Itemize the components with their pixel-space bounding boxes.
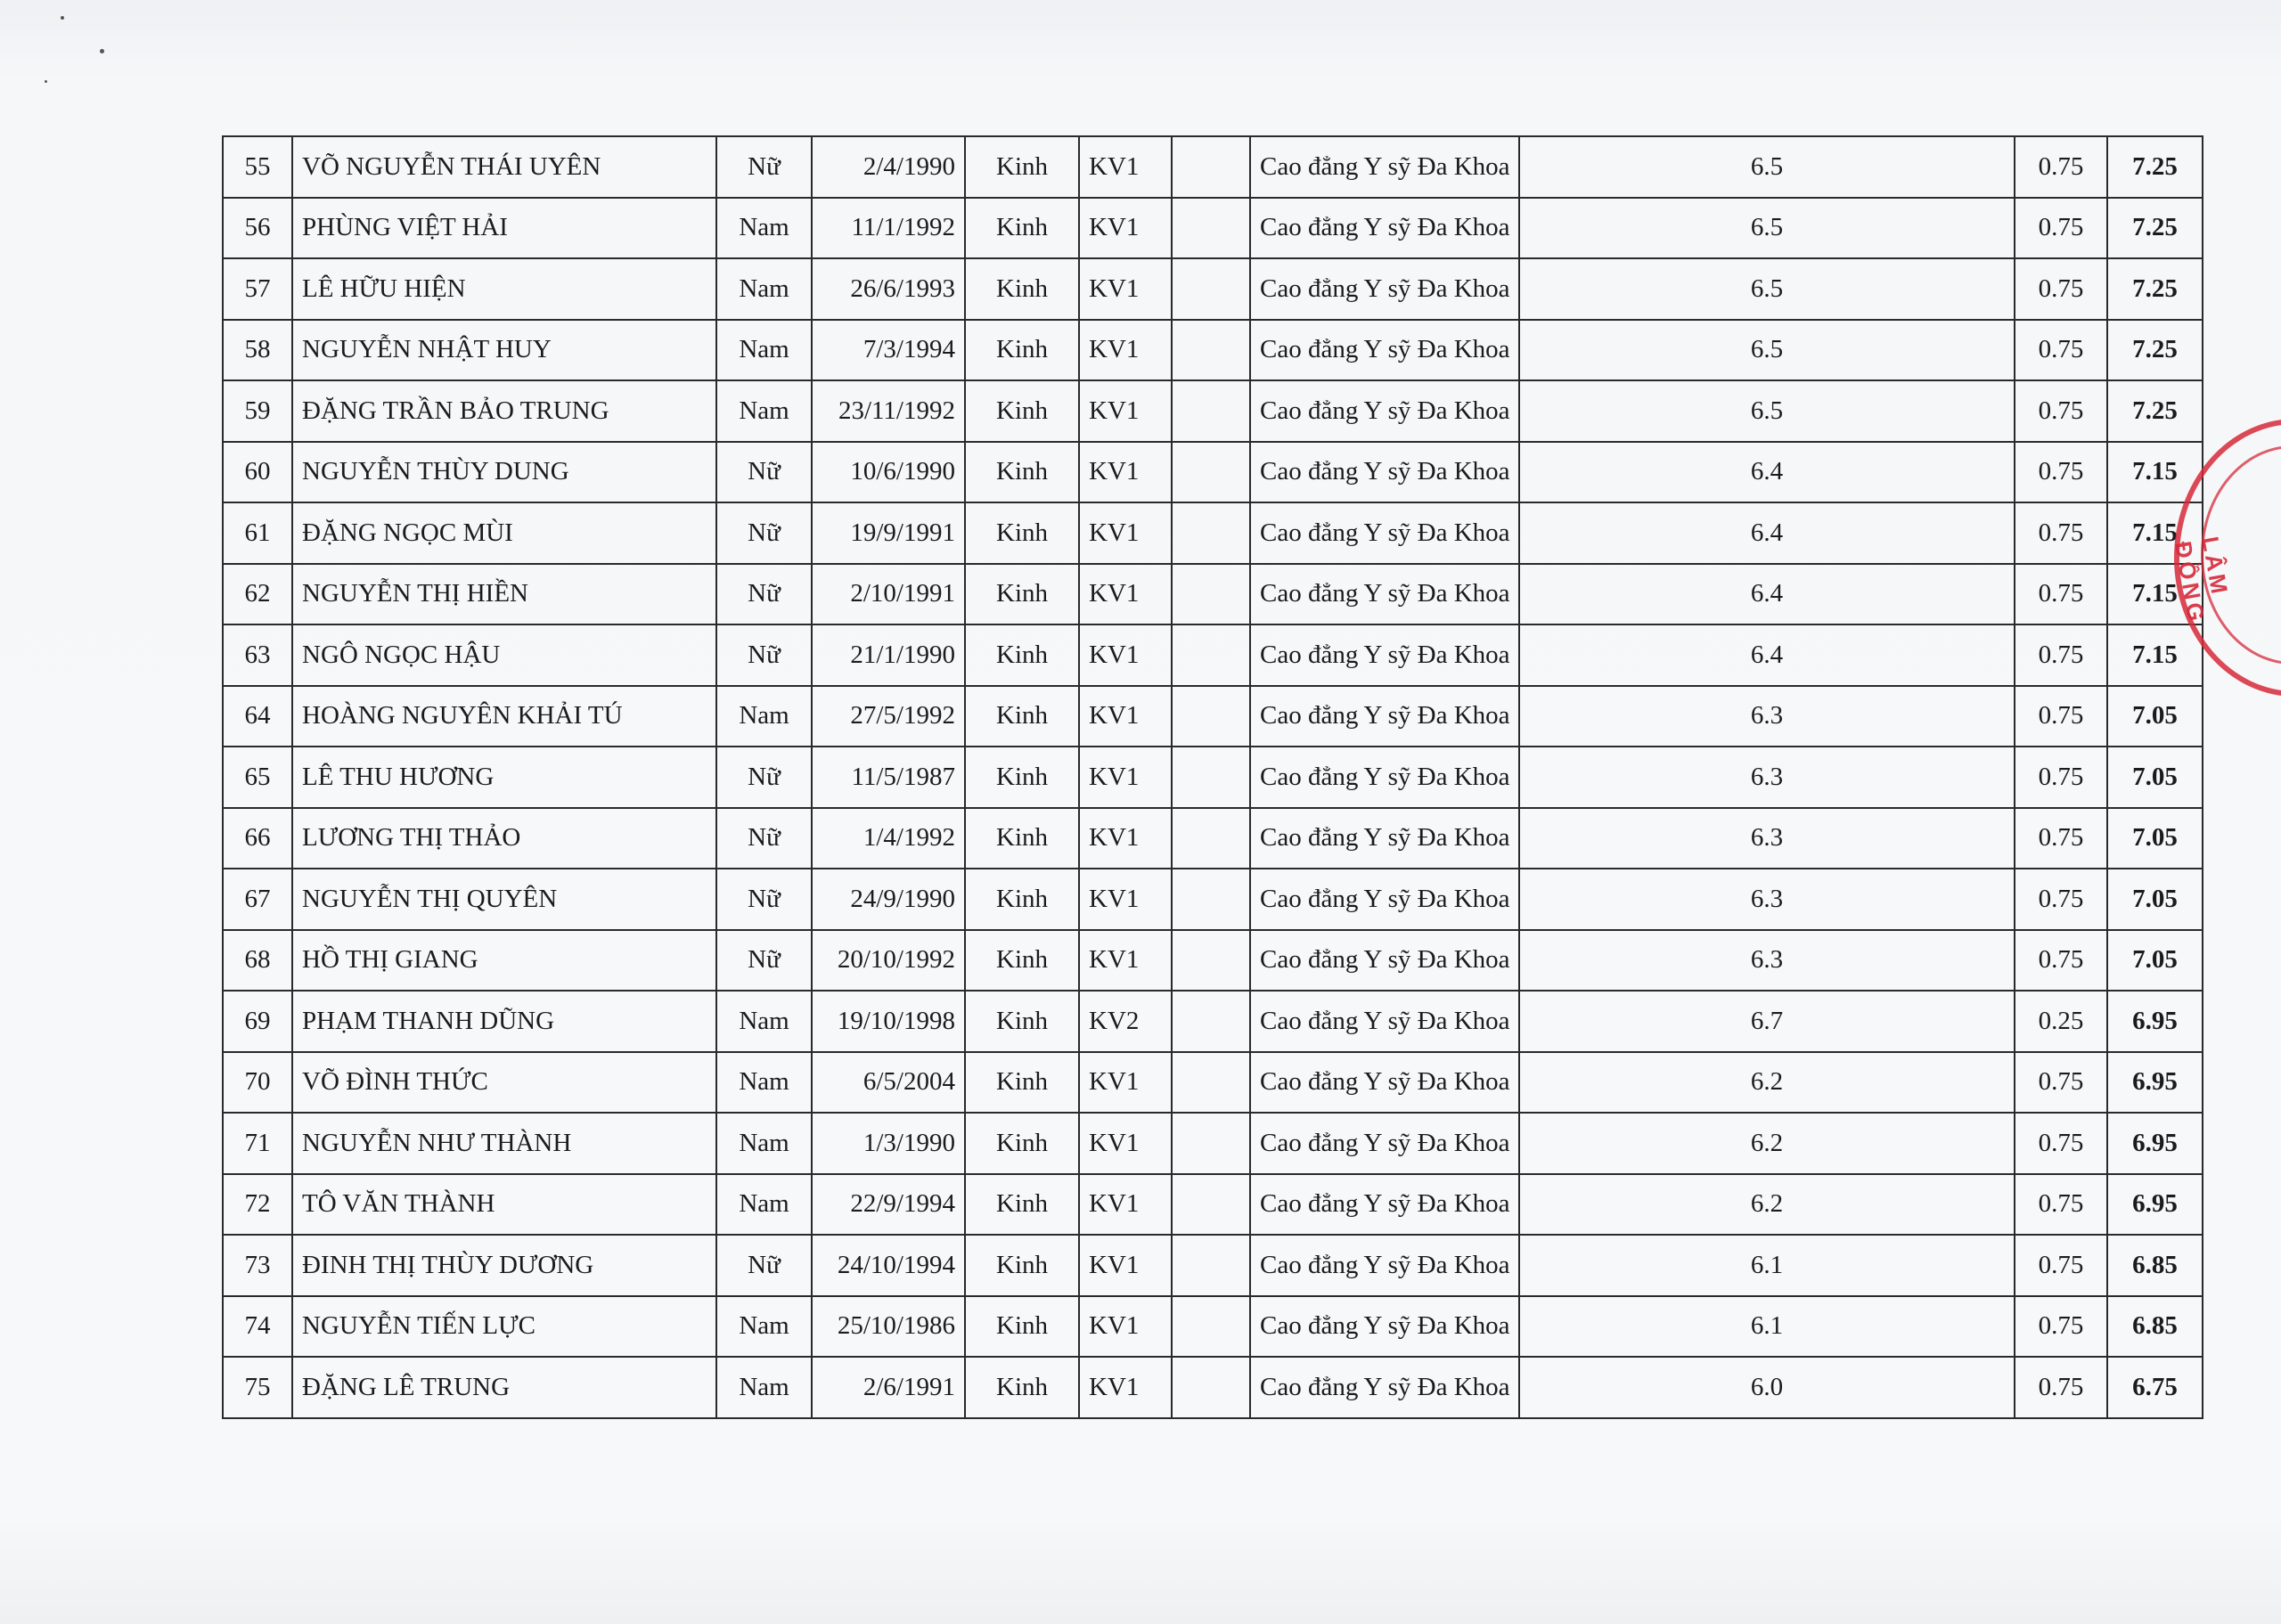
- candidate-name-cell: HỒ THỊ GIANG: [292, 930, 716, 992]
- row-number-cell: 64: [223, 686, 292, 747]
- total-score-cell: 6.95: [2107, 1113, 2203, 1174]
- scan-speck: [45, 80, 47, 83]
- program-name-cell: Cao đẳng Y sỹ Đa Khoa: [1250, 380, 1519, 442]
- row-number-cell: 55: [223, 136, 292, 198]
- priority-area-cell: KV1: [1079, 442, 1172, 503]
- date-of-birth-cell: 24/10/1994: [812, 1235, 965, 1296]
- ethnicity-cell: Kinh: [965, 564, 1079, 625]
- empty-cell-cell: [1172, 991, 1250, 1052]
- ethnicity-cell: Kinh: [965, 258, 1079, 320]
- program-name-cell: Cao đẳng Y sỹ Đa Khoa: [1250, 136, 1519, 198]
- ethnicity-cell: Kinh: [965, 1357, 1079, 1418]
- candidate-name-cell: NGUYỄN TIẾN LỰC: [292, 1296, 716, 1358]
- ethnicity-cell: Kinh: [965, 686, 1079, 747]
- row-number-cell: 69: [223, 991, 292, 1052]
- table-row: [223, 564, 2203, 625]
- empty-cell-cell: [1172, 502, 1250, 564]
- gender-cell: Nam: [716, 1052, 812, 1114]
- table-row: [223, 502, 2203, 564]
- program-name-cell: Cao đẳng Y sỹ Đa Khoa: [1250, 1052, 1519, 1114]
- total-score-cell: 7.25: [2107, 198, 2203, 259]
- candidate-name-cell: PHÙNG VIỆT HẢI: [292, 198, 716, 259]
- gender-cell: Nam: [716, 320, 812, 381]
- bonus-points-cell: 0.75: [2015, 1113, 2107, 1174]
- score-cell: 6.3: [1519, 930, 2015, 992]
- total-score-cell: 6.75: [2107, 1357, 2203, 1418]
- priority-area-cell: KV1: [1079, 564, 1172, 625]
- priority-area-cell: KV1: [1079, 1052, 1172, 1114]
- date-of-birth-cell: 2/6/1991: [812, 1357, 965, 1418]
- candidate-name-cell: HOÀNG NGUYÊN KHẢI TÚ: [292, 686, 716, 747]
- gender-cell: Nữ: [716, 442, 812, 503]
- priority-area-cell: KV1: [1079, 502, 1172, 564]
- row-number-cell: 73: [223, 1235, 292, 1296]
- bonus-points-cell: 0.75: [2015, 380, 2107, 442]
- priority-area-cell: KV2: [1079, 991, 1172, 1052]
- candidate-name-cell: PHẠM THANH DŨNG: [292, 991, 716, 1052]
- total-score-cell: 7.05: [2107, 747, 2203, 808]
- gender-cell: Nữ: [716, 502, 812, 564]
- bonus-points-cell: 0.75: [2015, 442, 2107, 503]
- candidate-name-cell: VÕ ĐÌNH THỨC: [292, 1052, 716, 1114]
- program-name-cell: Cao đẳng Y sỹ Đa Khoa: [1250, 1296, 1519, 1358]
- total-score-cell: 7.15: [2107, 564, 2203, 625]
- date-of-birth-cell: 19/9/1991: [812, 502, 965, 564]
- gender-cell: Nam: [716, 1357, 812, 1418]
- table-row: [223, 320, 2203, 381]
- empty-cell-cell: [1172, 624, 1250, 686]
- row-number-cell: 72: [223, 1174, 292, 1236]
- program-name-cell: Cao đẳng Y sỹ Đa Khoa: [1250, 258, 1519, 320]
- score-cell: 6.5: [1519, 258, 2015, 320]
- row-number-cell: 61: [223, 502, 292, 564]
- ethnicity-cell: Kinh: [965, 380, 1079, 442]
- candidate-name-cell: NGUYỄN THỊ HIỀN: [292, 564, 716, 625]
- gender-cell: Nữ: [716, 564, 812, 625]
- score-cell: 6.4: [1519, 502, 2015, 564]
- gender-cell: Nam: [716, 1113, 812, 1174]
- table-row: [223, 747, 2203, 808]
- score-cell: 6.2: [1519, 1052, 2015, 1114]
- bonus-points-cell: 0.75: [2015, 258, 2107, 320]
- empty-cell-cell: [1172, 686, 1250, 747]
- row-number-cell: 59: [223, 380, 292, 442]
- priority-area-cell: KV1: [1079, 320, 1172, 381]
- ethnicity-cell: Kinh: [965, 991, 1079, 1052]
- score-cell: 6.4: [1519, 564, 2015, 625]
- ethnicity-cell: Kinh: [965, 1052, 1079, 1114]
- program-name-cell: Cao đẳng Y sỹ Đa Khoa: [1250, 686, 1519, 747]
- total-score-cell: 7.05: [2107, 930, 2203, 992]
- table-row: [223, 136, 2203, 198]
- priority-area-cell: KV1: [1079, 1113, 1172, 1174]
- table-row: [223, 1174, 2203, 1236]
- program-name-cell: Cao đẳng Y sỹ Đa Khoa: [1250, 198, 1519, 259]
- total-score-cell: 7.05: [2107, 869, 2203, 930]
- empty-cell-cell: [1172, 1113, 1250, 1174]
- empty-cell-cell: [1172, 198, 1250, 259]
- row-number-cell: 65: [223, 747, 292, 808]
- bonus-points-cell: 0.75: [2015, 320, 2107, 381]
- gender-cell: Nữ: [716, 747, 812, 808]
- empty-cell-cell: [1172, 442, 1250, 503]
- table-row: [223, 1357, 2203, 1418]
- seal-lettering: LÂM ĐỒNG: [2169, 535, 2234, 627]
- date-of-birth-cell: 2/4/1990: [812, 136, 965, 198]
- gender-cell: Nữ: [716, 930, 812, 992]
- ethnicity-cell: Kinh: [965, 1235, 1079, 1296]
- priority-area-cell: KV1: [1079, 930, 1172, 992]
- bonus-points-cell: 0.75: [2015, 808, 2107, 869]
- total-score-cell: 6.85: [2107, 1235, 2203, 1296]
- score-cell: 6.7: [1519, 991, 2015, 1052]
- table-row: [223, 624, 2203, 686]
- row-number-cell: 66: [223, 808, 292, 869]
- gender-cell: Nữ: [716, 1235, 812, 1296]
- gender-cell: Nam: [716, 1296, 812, 1358]
- priority-area-cell: KV1: [1079, 624, 1172, 686]
- empty-cell-cell: [1172, 380, 1250, 442]
- bonus-points-cell: 0.75: [2015, 869, 2107, 930]
- score-cell: 6.1: [1519, 1235, 2015, 1296]
- priority-area-cell: KV1: [1079, 380, 1172, 442]
- bonus-points-cell: 0.25: [2015, 991, 2107, 1052]
- program-name-cell: Cao đẳng Y sỹ Đa Khoa: [1250, 564, 1519, 625]
- date-of-birth-cell: 7/3/1994: [812, 320, 965, 381]
- ethnicity-cell: Kinh: [965, 930, 1079, 992]
- gender-cell: Nữ: [716, 624, 812, 686]
- date-of-birth-cell: 1/3/1990: [812, 1113, 965, 1174]
- table-row: [223, 1113, 2203, 1174]
- priority-area-cell: KV1: [1079, 136, 1172, 198]
- date-of-birth-cell: 11/5/1987: [812, 747, 965, 808]
- bonus-points-cell: 0.75: [2015, 1052, 2107, 1114]
- table-row: [223, 380, 2203, 442]
- priority-area-cell: KV1: [1079, 686, 1172, 747]
- gender-cell: Nữ: [716, 869, 812, 930]
- score-cell: 6.2: [1519, 1174, 2015, 1236]
- empty-cell-cell: [1172, 1357, 1250, 1418]
- scan-speck: [100, 49, 104, 53]
- date-of-birth-cell: 10/6/1990: [812, 442, 965, 503]
- bonus-points-cell: 0.75: [2015, 686, 2107, 747]
- total-score-cell: 7.25: [2107, 136, 2203, 198]
- score-cell: 6.2: [1519, 1113, 2015, 1174]
- empty-cell-cell: [1172, 564, 1250, 625]
- bonus-points-cell: 0.75: [2015, 624, 2107, 686]
- priority-area-cell: KV1: [1079, 198, 1172, 259]
- priority-area-cell: KV1: [1079, 808, 1172, 869]
- bonus-points-cell: 0.75: [2015, 747, 2107, 808]
- table-body: [223, 136, 2203, 1418]
- gender-cell: Nam: [716, 258, 812, 320]
- table-row: [223, 808, 2203, 869]
- gender-cell: Nam: [716, 1174, 812, 1236]
- score-cell: 6.4: [1519, 442, 2015, 503]
- ethnicity-cell: Kinh: [965, 1296, 1079, 1358]
- gender-cell: Nữ: [716, 808, 812, 869]
- total-score-cell: 6.85: [2107, 1296, 2203, 1358]
- ethnicity-cell: Kinh: [965, 624, 1079, 686]
- score-cell: 6.3: [1519, 808, 2015, 869]
- priority-area-cell: KV1: [1079, 1174, 1172, 1236]
- table-row: [223, 1052, 2203, 1114]
- program-name-cell: Cao đẳng Y sỹ Đa Khoa: [1250, 930, 1519, 992]
- priority-area-cell: KV1: [1079, 1296, 1172, 1358]
- row-number-cell: 57: [223, 258, 292, 320]
- empty-cell-cell: [1172, 1296, 1250, 1358]
- total-score-cell: 7.15: [2107, 442, 2203, 503]
- ethnicity-cell: Kinh: [965, 1113, 1079, 1174]
- table-row: [223, 686, 2203, 747]
- empty-cell-cell: [1172, 869, 1250, 930]
- date-of-birth-cell: 27/5/1992: [812, 686, 965, 747]
- total-score-cell: 6.95: [2107, 1174, 2203, 1236]
- empty-cell-cell: [1172, 320, 1250, 381]
- bonus-points-cell: 0.75: [2015, 136, 2107, 198]
- date-of-birth-cell: 20/10/1992: [812, 930, 965, 992]
- candidate-name-cell: NGUYỄN THÙY DUNG: [292, 442, 716, 503]
- table-row: [223, 198, 2203, 259]
- total-score-cell: 7.25: [2107, 380, 2203, 442]
- candidate-name-cell: NGUYỄN NHẬT HUY: [292, 320, 716, 381]
- date-of-birth-cell: 25/10/1986: [812, 1296, 965, 1358]
- program-name-cell: Cao đẳng Y sỹ Đa Khoa: [1250, 320, 1519, 381]
- ethnicity-cell: Kinh: [965, 442, 1079, 503]
- priority-area-cell: KV1: [1079, 869, 1172, 930]
- row-number-cell: 56: [223, 198, 292, 259]
- program-name-cell: Cao đẳng Y sỹ Đa Khoa: [1250, 624, 1519, 686]
- program-name-cell: Cao đẳng Y sỹ Đa Khoa: [1250, 1174, 1519, 1236]
- bonus-points-cell: 0.75: [2015, 502, 2107, 564]
- candidate-name-cell: NGUYỄN NHƯ THÀNH: [292, 1113, 716, 1174]
- bonus-points-cell: 0.75: [2015, 1357, 2107, 1418]
- candidate-name-cell: ĐINH THỊ THÙY DƯƠNG: [292, 1235, 716, 1296]
- ethnicity-cell: Kinh: [965, 136, 1079, 198]
- table-row: [223, 930, 2203, 992]
- candidate-name-cell: ĐẶNG LÊ TRUNG: [292, 1357, 716, 1418]
- gender-cell: Nam: [716, 991, 812, 1052]
- ethnicity-cell: Kinh: [965, 320, 1079, 381]
- candidate-name-cell: ĐẶNG TRẦN BẢO TRUNG: [292, 380, 716, 442]
- row-number-cell: 75: [223, 1357, 292, 1418]
- score-cell: 6.5: [1519, 380, 2015, 442]
- priority-area-cell: KV1: [1079, 258, 1172, 320]
- gender-cell: Nữ: [716, 136, 812, 198]
- program-name-cell: Cao đẳng Y sỹ Đa Khoa: [1250, 442, 1519, 503]
- score-cell: 6.3: [1519, 869, 2015, 930]
- score-cell: 6.5: [1519, 320, 2015, 381]
- program-name-cell: Cao đẳng Y sỹ Đa Khoa: [1250, 808, 1519, 869]
- empty-cell-cell: [1172, 930, 1250, 992]
- row-number-cell: 67: [223, 869, 292, 930]
- program-name-cell: Cao đẳng Y sỹ Đa Khoa: [1250, 747, 1519, 808]
- table-row: [223, 991, 2203, 1052]
- total-score-cell: 6.95: [2107, 991, 2203, 1052]
- program-name-cell: Cao đẳng Y sỹ Đa Khoa: [1250, 1357, 1519, 1418]
- date-of-birth-cell: 1/4/1992: [812, 808, 965, 869]
- date-of-birth-cell: 19/10/1998: [812, 991, 965, 1052]
- total-score-cell: 6.95: [2107, 1052, 2203, 1114]
- gender-cell: Nam: [716, 686, 812, 747]
- ethnicity-cell: Kinh: [965, 1174, 1079, 1236]
- priority-area-cell: KV1: [1079, 747, 1172, 808]
- table-row: [223, 258, 2203, 320]
- total-score-cell: 7.05: [2107, 686, 2203, 747]
- score-cell: 6.5: [1519, 198, 2015, 259]
- row-number-cell: 71: [223, 1113, 292, 1174]
- total-score-cell: 7.05: [2107, 808, 2203, 869]
- bonus-points-cell: 0.75: [2015, 1235, 2107, 1296]
- date-of-birth-cell: 11/1/1992: [812, 198, 965, 259]
- row-number-cell: 63: [223, 624, 292, 686]
- program-name-cell: Cao đẳng Y sỹ Đa Khoa: [1250, 1235, 1519, 1296]
- row-number-cell: 60: [223, 442, 292, 503]
- score-cell: 6.1: [1519, 1296, 2015, 1358]
- empty-cell-cell: [1172, 1052, 1250, 1114]
- score-cell: 6.5: [1519, 136, 2015, 198]
- row-number-cell: 62: [223, 564, 292, 625]
- row-number-cell: 58: [223, 320, 292, 381]
- priority-area-cell: KV1: [1079, 1235, 1172, 1296]
- table-row: [223, 442, 2203, 503]
- candidate-name-cell: LÊ THU HƯƠNG: [292, 747, 716, 808]
- empty-cell-cell: [1172, 258, 1250, 320]
- empty-cell-cell: [1172, 747, 1250, 808]
- table-row: [223, 869, 2203, 930]
- candidate-results-table: [222, 135, 2203, 1419]
- ethnicity-cell: Kinh: [965, 502, 1079, 564]
- date-of-birth-cell: 22/9/1994: [812, 1174, 965, 1236]
- candidate-name-cell: TÔ VĂN THÀNH: [292, 1174, 716, 1236]
- score-cell: 6.4: [1519, 624, 2015, 686]
- row-number-cell: 74: [223, 1296, 292, 1358]
- ethnicity-cell: Kinh: [965, 808, 1079, 869]
- ethnicity-cell: Kinh: [965, 869, 1079, 930]
- bonus-points-cell: 0.75: [2015, 198, 2107, 259]
- ethnicity-cell: Kinh: [965, 198, 1079, 259]
- gender-cell: Nam: [716, 198, 812, 259]
- bonus-points-cell: 0.75: [2015, 564, 2107, 625]
- date-of-birth-cell: 2/10/1991: [812, 564, 965, 625]
- total-score-cell: 7.15: [2107, 624, 2203, 686]
- ethnicity-cell: Kinh: [965, 747, 1079, 808]
- date-of-birth-cell: 26/6/1993: [812, 258, 965, 320]
- candidate-name-cell: NGUYỄN THỊ QUYÊN: [292, 869, 716, 930]
- bonus-points-cell: 0.75: [2015, 930, 2107, 992]
- date-of-birth-cell: 24/9/1990: [812, 869, 965, 930]
- empty-cell-cell: [1172, 1174, 1250, 1236]
- row-number-cell: 70: [223, 1052, 292, 1114]
- bonus-points-cell: 0.75: [2015, 1174, 2107, 1236]
- date-of-birth-cell: 21/1/1990: [812, 624, 965, 686]
- table-row: [223, 1296, 2203, 1358]
- scan-speck: [61, 16, 64, 20]
- bonus-points-cell: 0.75: [2015, 1296, 2107, 1358]
- candidate-name-cell: VÕ NGUYỄN THÁI UYÊN: [292, 136, 716, 198]
- date-of-birth-cell: 6/5/2004: [812, 1052, 965, 1114]
- candidate-name-cell: ĐẶNG NGỌC MÙI: [292, 502, 716, 564]
- program-name-cell: Cao đẳng Y sỹ Đa Khoa: [1250, 991, 1519, 1052]
- gender-cell: Nam: [716, 380, 812, 442]
- table-row: [223, 1235, 2203, 1296]
- score-cell: 6.0: [1519, 1357, 2015, 1418]
- date-of-birth-cell: 23/11/1992: [812, 380, 965, 442]
- candidate-name-cell: LƯƠNG THỊ THẢO: [292, 808, 716, 869]
- priority-area-cell: KV1: [1079, 1357, 1172, 1418]
- row-number-cell: 68: [223, 930, 292, 992]
- total-score-cell: 7.25: [2107, 320, 2203, 381]
- program-name-cell: Cao đẳng Y sỹ Đa Khoa: [1250, 502, 1519, 564]
- candidate-name-cell: NGÔ NGỌC HẬU: [292, 624, 716, 686]
- total-score-cell: 7.15: [2107, 502, 2203, 564]
- program-name-cell: Cao đẳng Y sỹ Đa Khoa: [1250, 869, 1519, 930]
- candidate-name-cell: LÊ HỮU HIỆN: [292, 258, 716, 320]
- program-name-cell: Cao đẳng Y sỹ Đa Khoa: [1250, 1113, 1519, 1174]
- total-score-cell: 7.25: [2107, 258, 2203, 320]
- score-cell: 6.3: [1519, 747, 2015, 808]
- empty-cell-cell: [1172, 1235, 1250, 1296]
- empty-cell-cell: [1172, 808, 1250, 869]
- score-cell: 6.3: [1519, 686, 2015, 747]
- empty-cell-cell: [1172, 136, 1250, 198]
